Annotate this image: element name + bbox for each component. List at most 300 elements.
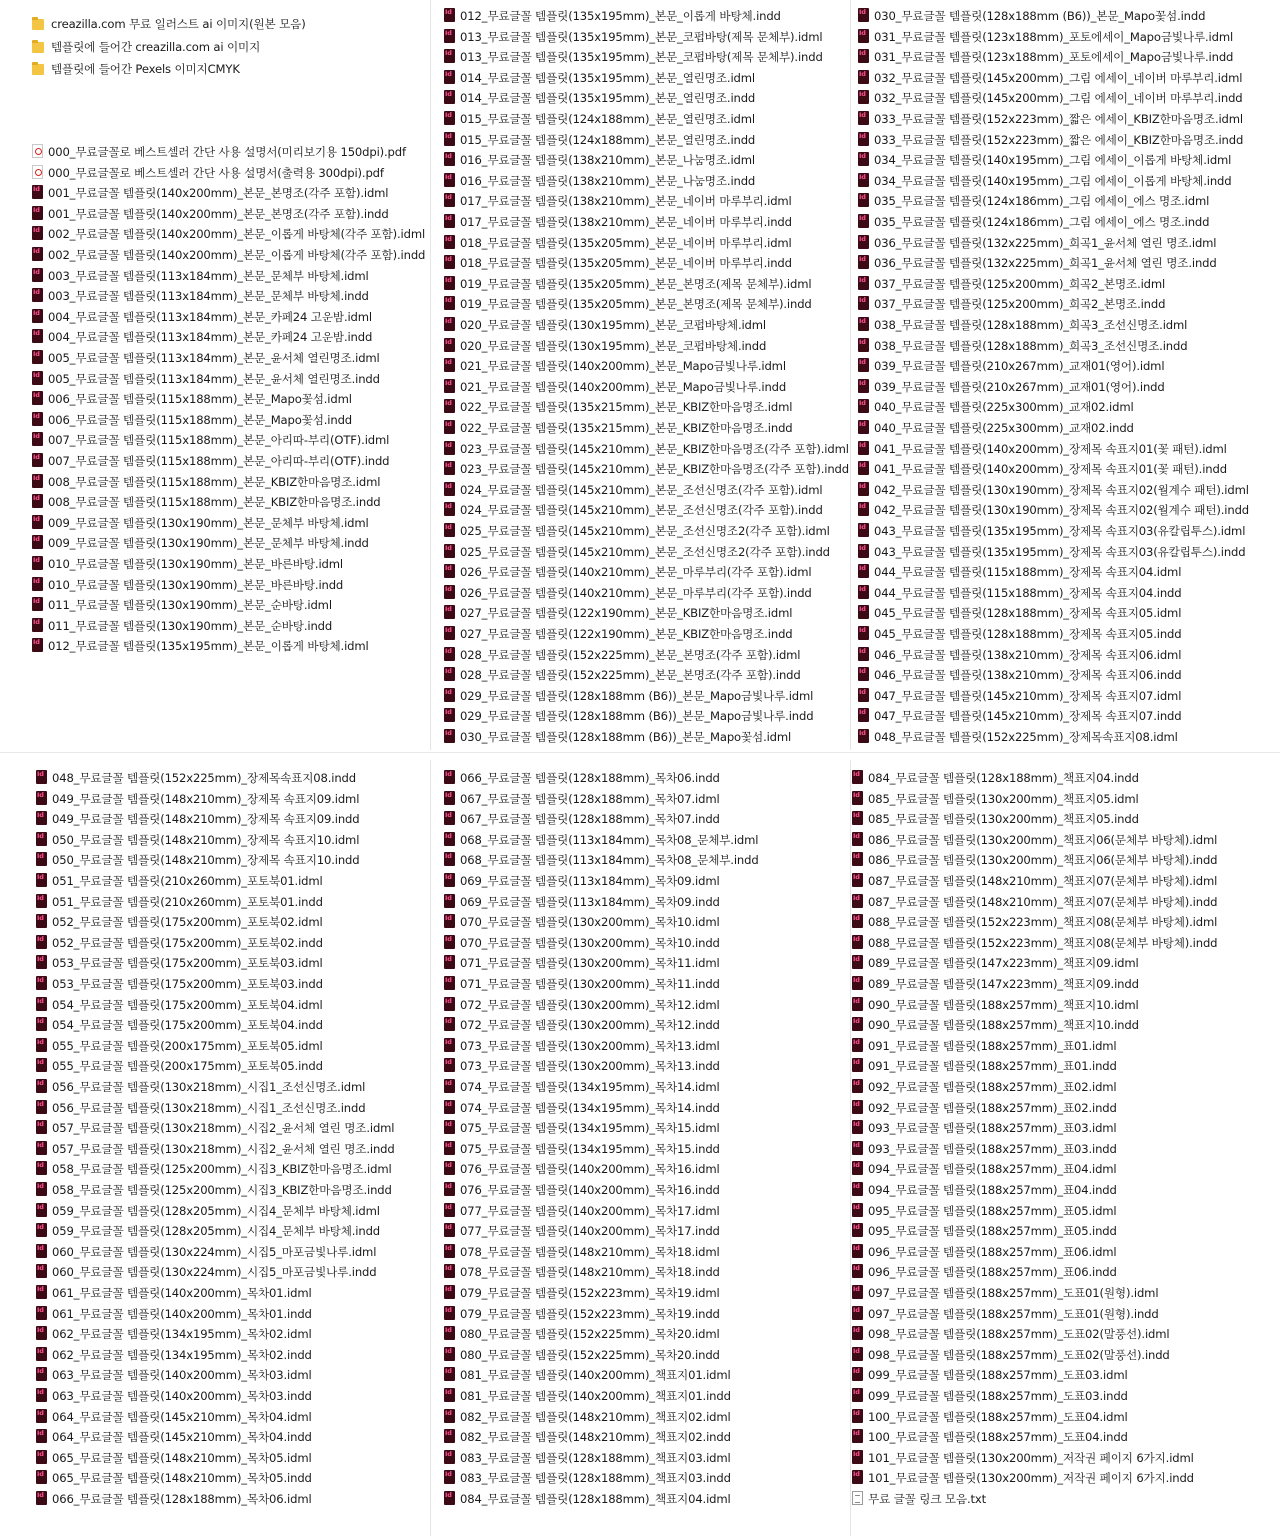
file-item[interactable] <box>444 1304 720 1324</box>
file-name: 099_무료글꼴 템플릿(188x257mm)_도표03.idml <box>868 1368 1128 1383</box>
file-name: 057_무료글꼴 템플릿(130x218mm)_시집2_윤서체 열린 명조.idml <box>52 1121 395 1136</box>
indesign-file-icon <box>32 226 43 240</box>
file-item[interactable] <box>36 953 323 973</box>
file-item[interactable] <box>858 191 1209 211</box>
indesign-file-icon <box>444 255 455 269</box>
indesign-file-icon <box>444 8 455 22</box>
file-name: 063_무료글꼴 템플릿(140x200mm)_목차03.indd <box>52 1389 312 1403</box>
file-item[interactable] <box>444 212 792 232</box>
file-name: 079_무료글꼴 템플릿(152x223mm)_목차19.idml <box>460 1286 720 1300</box>
file-item[interactable] <box>36 1221 380 1241</box>
file-item[interactable] <box>444 665 801 685</box>
file-item[interactable] <box>32 430 389 450</box>
file-name: 080_무료글꼴 템플릿(152x225mm)_목차20.idml <box>460 1327 720 1342</box>
file-item[interactable] <box>444 1324 720 1344</box>
indesign-file-icon <box>36 1264 47 1278</box>
file-item[interactable] <box>32 554 343 574</box>
file-item[interactable] <box>32 327 372 347</box>
file-item[interactable] <box>36 995 323 1015</box>
file-item[interactable] <box>444 727 791 747</box>
indesign-file-icon <box>858 688 869 702</box>
file-item[interactable] <box>444 377 786 397</box>
file-name: 050_무료글꼴 템플릿(148x210mm)_장제목 속표지10.idml <box>52 832 360 847</box>
file-item[interactable] <box>444 1139 720 1159</box>
file-item[interactable] <box>444 1345 720 1365</box>
file-item[interactable] <box>36 1304 312 1324</box>
file-name: 083_무료글꼴 템플릿(128x188mm)_책표지03.indd <box>460 1471 731 1486</box>
file-name: 094_무료글꼴 템플릿(188x257mm)_표04.indd <box>868 1183 1117 1197</box>
file-name: 081_무료글꼴 템플릿(140x200mm)_책표지01.indd <box>460 1389 731 1403</box>
file-name: 078_무료글꼴 템플릿(148x210mm)_목차18.indd <box>460 1265 720 1280</box>
file-item[interactable] <box>852 871 1217 891</box>
file-item[interactable] <box>32 492 381 512</box>
file-item[interactable] <box>444 47 823 67</box>
indesign-file-icon <box>444 1285 455 1299</box>
file-item[interactable] <box>858 171 1231 191</box>
indesign-file-icon <box>858 420 869 434</box>
file-item[interactable] <box>852 933 1217 953</box>
file-item[interactable] <box>32 410 352 430</box>
file-item[interactable] <box>858 583 1181 603</box>
file-item[interactable] <box>32 636 369 656</box>
file-item[interactable] <box>444 274 811 294</box>
file-item[interactable] <box>858 706 1181 726</box>
file-item[interactable] <box>32 348 380 368</box>
file-item[interactable] <box>32 286 369 306</box>
indesign-file-icon <box>858 647 869 661</box>
indesign-file-icon <box>36 811 47 825</box>
file-item[interactable] <box>444 1448 731 1468</box>
file-item[interactable] <box>858 253 1217 273</box>
file-item[interactable] <box>36 1468 312 1488</box>
indesign-file-icon <box>36 935 47 949</box>
file-item[interactable] <box>858 109 1243 129</box>
file-item[interactable] <box>444 603 792 623</box>
file-item[interactable] <box>852 1262 1117 1282</box>
file-item[interactable] <box>852 850 1217 870</box>
file-item[interactable] <box>444 624 793 644</box>
file-item[interactable] <box>444 356 786 376</box>
file-item[interactable] <box>852 1304 1159 1324</box>
file-item[interactable] <box>444 912 720 932</box>
file-item[interactable] <box>444 850 759 870</box>
file-item[interactable] <box>444 88 755 108</box>
file-item[interactable] <box>858 418 1134 438</box>
indesign-file-icon <box>36 1367 47 1381</box>
file-item[interactable] <box>444 583 812 603</box>
file-name: 101_무료글꼴 템플릿(130x200mm)_저작권 페이지 6가지.idml <box>868 1450 1194 1465</box>
file-item[interactable] <box>852 1139 1117 1159</box>
file-name: 078_무료글꼴 템플릿(148x210mm)_목차18.idml <box>460 1244 720 1259</box>
file-item[interactable] <box>852 1077 1117 1097</box>
indesign-file-icon <box>852 1264 863 1278</box>
file-item[interactable] <box>32 142 406 162</box>
file-item[interactable] <box>36 1036 323 1056</box>
file-item[interactable] <box>444 130 755 150</box>
file-name: 088_무료글꼴 템플릿(152x223mm)_책표지08(문체부 바탕체).idml <box>868 915 1218 930</box>
indesign-file-icon <box>852 852 863 866</box>
indesign-file-icon <box>444 296 455 310</box>
file-item[interactable] <box>36 1345 312 1365</box>
file-item[interactable] <box>36 1242 376 1262</box>
file-item[interactable] <box>444 418 793 438</box>
file-item[interactable] <box>36 1324 312 1344</box>
file-item[interactable] <box>852 1015 1139 1035</box>
file-item[interactable] <box>852 1365 1128 1385</box>
indesign-file-icon <box>852 873 863 887</box>
indesign-file-icon <box>444 1326 455 1340</box>
file-name: 032_무료글꼴 템플릿(145x200mm)_그림 에세이_네이버 마루부리.idml <box>874 70 1243 85</box>
file-item[interactable] <box>32 595 332 615</box>
file-item[interactable] <box>36 1015 323 1035</box>
file-item[interactable] <box>858 377 1165 397</box>
file-item[interactable] <box>852 1180 1117 1200</box>
file-name: 087_무료글꼴 템플릿(148x210mm)_책표지07(문체부 바탕체).idml <box>868 874 1218 888</box>
file-item[interactable] <box>36 1098 365 1118</box>
file-item[interactable] <box>32 204 389 224</box>
file-item[interactable] <box>444 933 720 953</box>
file-item[interactable] <box>32 183 388 203</box>
file-item[interactable] <box>858 6 1205 26</box>
file-item[interactable] <box>444 109 755 129</box>
file-item[interactable] <box>32 616 332 636</box>
file-item[interactable] <box>858 150 1231 170</box>
file-item[interactable] <box>444 315 766 335</box>
file-item[interactable] <box>858 665 1181 685</box>
file-item[interactable] <box>32 224 425 244</box>
file-item[interactable] <box>36 789 359 809</box>
file-item[interactable] <box>36 933 323 953</box>
file-item[interactable] <box>444 171 755 191</box>
indesign-file-icon <box>858 111 869 125</box>
file-item[interactable] <box>444 1283 720 1303</box>
file-item[interactable] <box>444 397 792 417</box>
file-item[interactable] <box>444 809 720 829</box>
file-item[interactable] <box>36 830 359 850</box>
file-item[interactable] <box>444 1386 731 1406</box>
file-item[interactable] <box>858 542 1245 562</box>
file-item[interactable] <box>36 1159 392 1179</box>
file-item[interactable] <box>858 686 1181 706</box>
file-item[interactable] <box>36 1386 312 1406</box>
file-item[interactable] <box>36 1180 392 1200</box>
indesign-file-icon <box>444 791 455 805</box>
file-item[interactable] <box>36 1427 312 1447</box>
indesign-file-icon <box>852 1450 863 1464</box>
folder-item[interactable] <box>32 59 240 79</box>
file-item[interactable] <box>852 1283 1158 1303</box>
file-item[interactable] <box>444 521 830 541</box>
file-item[interactable] <box>858 603 1181 623</box>
file-item[interactable] <box>444 1180 720 1200</box>
file-item[interactable] <box>852 953 1139 973</box>
file-item[interactable] <box>852 1159 1117 1179</box>
file-item[interactable] <box>32 266 369 286</box>
file-item[interactable] <box>444 1407 731 1427</box>
file-item[interactable] <box>444 233 792 253</box>
file-item[interactable] <box>36 1407 312 1427</box>
file-name: 047_무료글꼴 템플릿(145x210mm)_장제목 속표지07.indd <box>874 709 1182 724</box>
file-item[interactable] <box>858 47 1233 67</box>
file-item[interactable] <box>852 1468 1194 1488</box>
file-item[interactable] <box>444 645 800 665</box>
indesign-file-icon <box>858 49 869 63</box>
file-item[interactable] <box>444 686 813 706</box>
file-item[interactable] <box>852 1118 1117 1138</box>
file-name: 080_무료글꼴 템플릿(152x225mm)_목차20.indd <box>460 1347 720 1362</box>
indesign-file-icon <box>32 350 43 364</box>
file-item[interactable] <box>444 1427 731 1447</box>
file-item[interactable] <box>852 1407 1128 1427</box>
file-item[interactable] <box>444 974 720 994</box>
indesign-file-icon <box>444 173 455 187</box>
file-item[interactable] <box>36 1489 312 1509</box>
file-name: 076_무료글꼴 템플릿(140x200mm)_목차16.idml <box>460 1162 720 1177</box>
file-item[interactable] <box>858 336 1187 356</box>
file-name: 046_무료글꼴 템플릿(138x210mm)_장제목 속표지06.indd <box>874 668 1182 683</box>
file-item[interactable] <box>444 1159 720 1179</box>
file-name: 038_무료글꼴 템플릿(128x188mm)_희곡3_조선신명조.indd <box>874 338 1188 353</box>
file-item[interactable] <box>444 706 813 726</box>
indesign-file-icon <box>444 626 455 640</box>
file-item[interactable] <box>444 1098 720 1118</box>
file-item[interactable] <box>36 1201 380 1221</box>
file-item[interactable] <box>858 459 1227 479</box>
file-item[interactable] <box>852 1098 1117 1118</box>
file-list-panel-6 <box>852 758 1278 1536</box>
file-item[interactable] <box>444 1242 720 1262</box>
file-item[interactable] <box>444 336 766 356</box>
file-list-panel-1 <box>32 0 430 750</box>
file-name: 048_무료글꼴 템플릿(152x225mm)_장제목속표지08.indd <box>52 771 356 785</box>
file-item[interactable] <box>444 500 823 520</box>
file-item[interactable] <box>444 1118 720 1138</box>
file-item[interactable] <box>852 1242 1117 1262</box>
file-item[interactable] <box>858 480 1249 500</box>
file-name: 054_무료글꼴 템플릿(175x200mm)_포토북04.idml <box>52 997 323 1012</box>
indesign-file-icon <box>444 811 455 825</box>
file-item[interactable] <box>858 727 1178 747</box>
file-item[interactable] <box>852 1489 986 1509</box>
file-item[interactable] <box>444 830 758 850</box>
file-name: 030_무료글꼴 템플릿(128x188mm (B6))_본문_Mapo꽃섬.idml <box>460 730 792 744</box>
file-item[interactable] <box>36 892 323 912</box>
file-item[interactable] <box>444 871 720 891</box>
file-item[interactable] <box>444 459 849 479</box>
file-item[interactable] <box>852 1345 1170 1365</box>
file-name: 091_무료글꼴 템플릿(188x257mm)_표01.idml <box>868 1038 1117 1053</box>
indesign-file-icon <box>32 391 43 405</box>
file-name: 019_무료글꼴 템플릿(135x205mm)_본문_본명조(제목 문체부).indd <box>460 297 812 312</box>
file-item[interactable] <box>444 892 720 912</box>
file-item[interactable] <box>852 789 1139 809</box>
indesign-file-icon <box>444 1470 455 1484</box>
indesign-file-icon <box>444 1161 455 1175</box>
file-item[interactable] <box>852 1386 1128 1406</box>
file-item[interactable] <box>36 912 323 932</box>
file-name: 023_무료글꼴 템플릿(145x210mm)_본문_KBIZ한마음명조(각주 포함).indd <box>460 462 849 477</box>
file-item[interactable] <box>36 1139 395 1159</box>
file-name: 033_무료글꼴 템플릿(152x223mm)_짧은 에세이_KBIZ한마음명조.idml <box>874 112 1243 126</box>
file-item[interactable] <box>852 974 1139 994</box>
indesign-file-icon <box>32 371 43 385</box>
indesign-file-icon <box>852 1161 863 1175</box>
file-name: 038_무료글꼴 템플릿(128x188mm)_희곡3_조선신명조.idml <box>874 318 1188 332</box>
file-name: 023_무료글꼴 템플릿(145x210mm)_본문_KBIZ한마음명조(각주 포함).idml <box>460 441 849 456</box>
file-item[interactable] <box>858 356 1164 376</box>
file-item[interactable] <box>36 768 356 788</box>
file-item[interactable] <box>852 1201 1117 1221</box>
file-name: 056_무료글꼴 템플릿(130x218mm)_시집1_조선신명조.idml <box>52 1080 366 1094</box>
file-item[interactable] <box>444 150 755 170</box>
indesign-file-icon <box>444 708 455 722</box>
file-item[interactable] <box>852 1324 1169 1344</box>
indesign-file-icon <box>444 1429 455 1443</box>
file-item[interactable] <box>852 768 1139 788</box>
file-item[interactable] <box>852 892 1217 912</box>
indesign-file-icon <box>852 791 863 805</box>
file-item[interactable] <box>36 1118 394 1138</box>
file-item[interactable] <box>444 1077 720 1097</box>
file-name: 100_무료글꼴 템플릿(188x257mm)_도표04.idml <box>868 1409 1128 1424</box>
file-item[interactable] <box>444 562 811 582</box>
file-item[interactable] <box>444 27 822 47</box>
file-name: 022_무료글꼴 템플릿(135x215mm)_본문_KBIZ한마음명조.idml <box>460 400 793 415</box>
file-item[interactable] <box>852 995 1139 1015</box>
folder-item[interactable] <box>32 37 260 57</box>
file-item[interactable] <box>36 974 323 994</box>
file-item[interactable] <box>444 68 755 88</box>
file-name: 018_무료글꼴 템플릿(135x205mm)_본문_네이버 마루부리.indd <box>460 256 792 271</box>
file-item[interactable] <box>32 575 343 595</box>
file-item[interactable] <box>444 768 720 788</box>
file-item[interactable] <box>444 1489 731 1509</box>
file-item[interactable] <box>36 1056 323 1076</box>
file-item[interactable] <box>444 480 822 500</box>
file-name: 026_무료글꼴 템플릿(140x210mm)_본문_마루부리(각주 포함).indd <box>460 585 812 600</box>
file-item[interactable] <box>36 871 323 891</box>
file-item[interactable] <box>444 1262 720 1282</box>
file-name: 010_무료글꼴 템플릿(130x190mm)_본문_바른바탕.indd <box>48 577 344 592</box>
folder-item[interactable] <box>32 14 306 34</box>
file-item[interactable] <box>444 1056 720 1076</box>
file-item[interactable] <box>858 500 1249 520</box>
file-item[interactable] <box>444 294 812 314</box>
indesign-file-icon <box>858 276 869 290</box>
file-name: 061_무료글꼴 템플릿(140x200mm)_목차01.indd <box>52 1306 312 1321</box>
file-item[interactable] <box>858 233 1216 253</box>
file-item[interactable] <box>858 88 1243 108</box>
file-item[interactable] <box>36 1448 312 1468</box>
file-name: 017_무료글꼴 템플릿(138x210mm)_본문_네이버 마루부리.indd <box>460 215 792 229</box>
file-item[interactable] <box>852 1036 1117 1056</box>
file-item[interactable] <box>852 912 1217 932</box>
file-item[interactable] <box>852 830 1217 850</box>
file-item[interactable] <box>444 253 792 273</box>
file-item[interactable] <box>852 1221 1117 1241</box>
file-item[interactable] <box>36 1365 312 1385</box>
file-item[interactable] <box>444 1468 731 1488</box>
file-name: 039_무료글꼴 템플릿(210x267mm)_교재01(영어).indd <box>874 379 1165 394</box>
file-item[interactable] <box>32 472 380 492</box>
indesign-file-icon <box>858 132 869 146</box>
file-item[interactable] <box>858 645 1181 665</box>
indesign-file-icon <box>444 1409 455 1423</box>
file-item[interactable] <box>852 809 1139 829</box>
file-item[interactable] <box>858 27 1233 47</box>
file-item[interactable] <box>36 1283 312 1303</box>
file-item[interactable] <box>444 1036 720 1056</box>
file-item[interactable] <box>32 163 384 183</box>
file-item[interactable] <box>32 245 425 265</box>
indesign-file-icon <box>858 441 869 455</box>
file-name: 094_무료글꼴 템플릿(188x257mm)_표04.idml <box>868 1162 1117 1177</box>
file-name: 060_무료글꼴 템플릿(130x224mm)_시집5_마포금빛나루.idml <box>52 1244 377 1259</box>
indesign-file-icon <box>444 1347 455 1361</box>
file-item[interactable] <box>858 274 1165 294</box>
file-name: 086_무료글꼴 템플릿(130x200mm)_책표지06(문체부 바탕체).idml <box>868 832 1218 847</box>
file-name: 027_무료글꼴 템플릿(122x190mm)_본문_KBIZ한마음명조.idml <box>460 606 793 621</box>
file-item[interactable] <box>444 542 830 562</box>
file-item[interactable] <box>858 294 1165 314</box>
file-item[interactable] <box>858 521 1245 541</box>
file-name: 089_무료글꼴 템플릿(147x223mm)_책표지09.indd <box>868 977 1139 991</box>
file-item[interactable] <box>32 513 369 533</box>
file-item[interactable] <box>444 1365 731 1385</box>
file-item[interactable] <box>858 439 1227 459</box>
file-name: 003_무료글꼴 템플릿(113x184mm)_본문_문체부 바탕체.idml <box>48 268 369 283</box>
file-name: 001_무료글꼴 템플릿(140x200mm)_본문_본명조(각주 포함).indd <box>48 206 389 221</box>
file-item[interactable] <box>852 1056 1117 1076</box>
file-item[interactable] <box>36 850 359 870</box>
file-item[interactable] <box>444 995 720 1015</box>
file-item[interactable] <box>36 1262 376 1282</box>
file-item[interactable] <box>444 439 849 459</box>
file-item[interactable] <box>858 562 1181 582</box>
file-item[interactable] <box>858 68 1242 88</box>
file-item[interactable] <box>444 191 792 211</box>
file-item[interactable] <box>32 389 352 409</box>
file-item[interactable] <box>32 369 380 389</box>
indesign-file-icon <box>852 1038 863 1052</box>
indesign-file-icon <box>32 432 43 446</box>
file-item[interactable] <box>444 953 720 973</box>
file-item[interactable] <box>36 1077 365 1097</box>
indesign-file-icon <box>36 1100 47 1114</box>
file-item[interactable] <box>444 1201 720 1221</box>
file-name: 059_무료글꼴 템플릿(128x205mm)_시집4_문체부 바탕체.idml <box>52 1203 380 1218</box>
file-item[interactable] <box>858 212 1209 232</box>
file-item[interactable] <box>858 397 1134 417</box>
file-name: 043_무료글꼴 템플릿(135x195mm)_장제목 속표지03(유칼립투스).indd <box>874 544 1246 559</box>
file-item[interactable] <box>858 315 1187 335</box>
file-name: 024_무료글꼴 템플릿(145x210mm)_본문_조선신명조(각주 포함).indd <box>460 503 823 518</box>
indesign-file-icon <box>36 1141 47 1155</box>
file-name: 011_무료글꼴 템플릿(130x190mm)_본문_순바탕.indd <box>48 618 333 633</box>
file-item[interactable] <box>444 789 720 809</box>
file-item[interactable] <box>858 130 1243 150</box>
file-item[interactable] <box>32 451 389 471</box>
file-item[interactable] <box>852 1427 1128 1447</box>
file-item[interactable] <box>32 533 369 553</box>
file-item[interactable] <box>36 809 359 829</box>
file-item[interactable] <box>444 1015 720 1035</box>
file-item[interactable] <box>444 1221 720 1241</box>
file-item[interactable] <box>444 6 781 26</box>
file-item[interactable] <box>32 307 372 327</box>
file-item[interactable] <box>852 1448 1194 1468</box>
file-item[interactable] <box>858 624 1181 644</box>
